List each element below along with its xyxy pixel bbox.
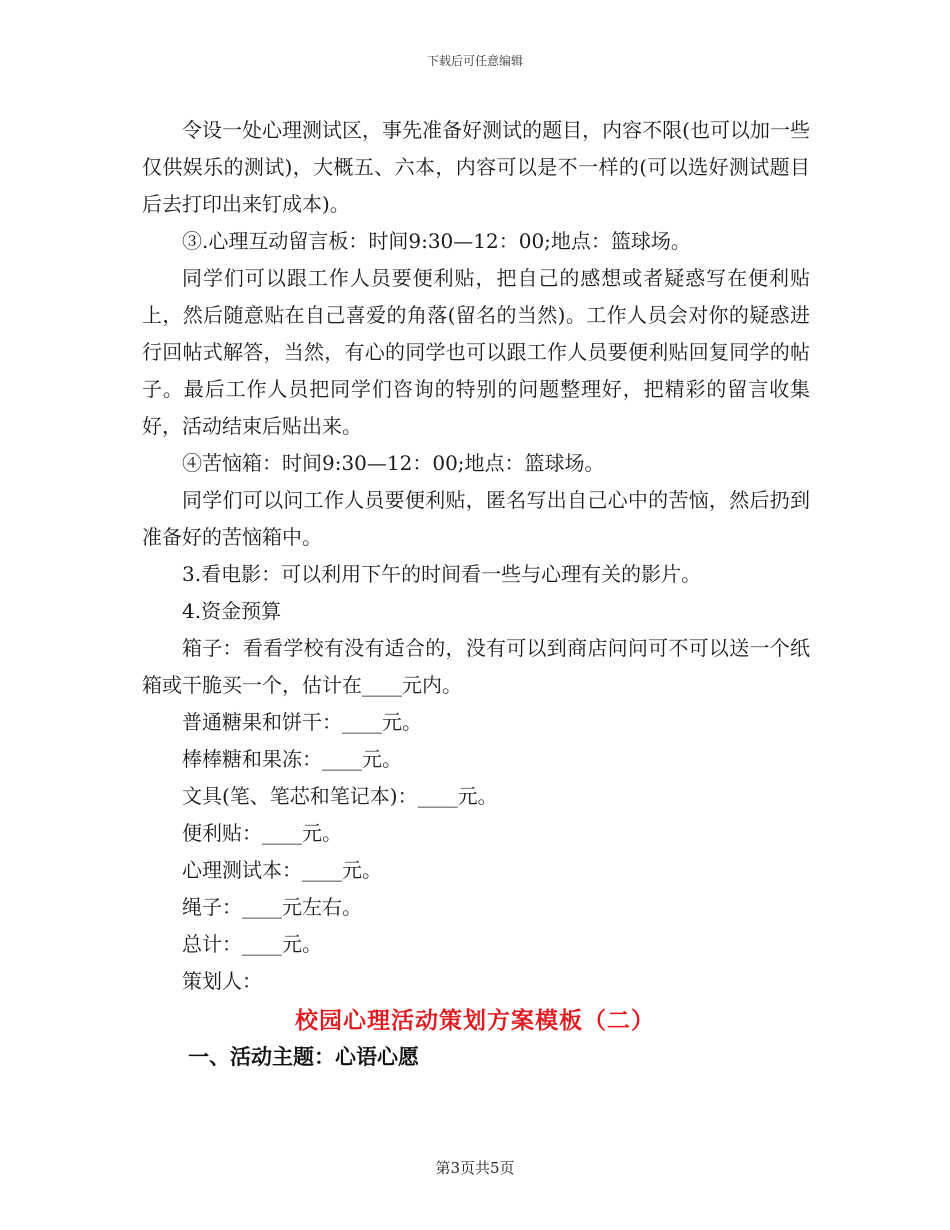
paragraph-message-board-time: ③.心理互动留言板：时间9:30—12：00;地点：篮球场。	[182, 229, 691, 253]
paragraph-test-area: 令设一处心理测试区，事先准备好测试的题目，内容不限(也可以加一些仅供娱乐的测试)，大概五、六本，内容可以是不一样的(可以选好测试题目后去打印出来钉成本)。	[142, 118, 810, 216]
paragraph-budget-box: 箱子：看看学校有没有适合的，没有可以到商店问问可不可以送一个纸箱或干脆买一个，估计在____元内。	[142, 636, 810, 697]
section-heading: 一、活动主题：心语心愿	[188, 1044, 419, 1069]
budget-item-stationery: 文具(笔、笔芯和笔记本)：____元。	[182, 784, 498, 808]
budget-item-candy: 普通糖果和饼干：____元。	[182, 710, 422, 734]
budget-item-lollipop: 棒棒糖和果冻：____元。	[182, 747, 402, 771]
page-footer: 第3页共5页	[435, 1159, 515, 1177]
budget-item-sticky-notes: 便利贴：____元。	[182, 821, 342, 845]
paragraph-message-board-desc: 同学们可以跟工作人员要便利贴，把自己的感想或者疑惑写在便利贴上，然后随意贴在自己喜爱的角落(留名的当然)。工作人员会对你的疑惑进行回帖式解答，当然，有心的同学也可以跟工作人员要便利贴回复同学的帖子。最后工作人员把同学们咨询的特别的问题整理好，把精彩的留言收集好，活动结束后贴出来。	[142, 266, 810, 438]
paragraph-worry-box-time: ④苦恼箱：时间9:30—12：00;地点：篮球场。	[182, 451, 605, 475]
budget-item-rope: 绳子：____元左右。	[182, 895, 362, 919]
paragraph-movie: 3.看电影：可以利用下午的时间看一些与心理有关的影片。	[182, 562, 702, 586]
document-body	[142, 112, 810, 1000]
planner-line: 策划人：	[182, 969, 262, 993]
budget-item-test-book: 心理测试本：____元。	[182, 858, 382, 882]
paragraph-worry-box-desc: 同学们可以问工作人员要便利贴，匿名写出自己心中的苦恼，然后扔到准备好的苦恼箱中。	[142, 488, 810, 549]
paragraph-budget-heading: 4.资金预算	[182, 599, 282, 623]
budget-total: 总计：____元。	[182, 932, 322, 956]
section-title: 校园心理活动策划方案模板（二）	[295, 1007, 655, 1034]
page-header: 下载后可任意编辑	[426, 54, 523, 68]
